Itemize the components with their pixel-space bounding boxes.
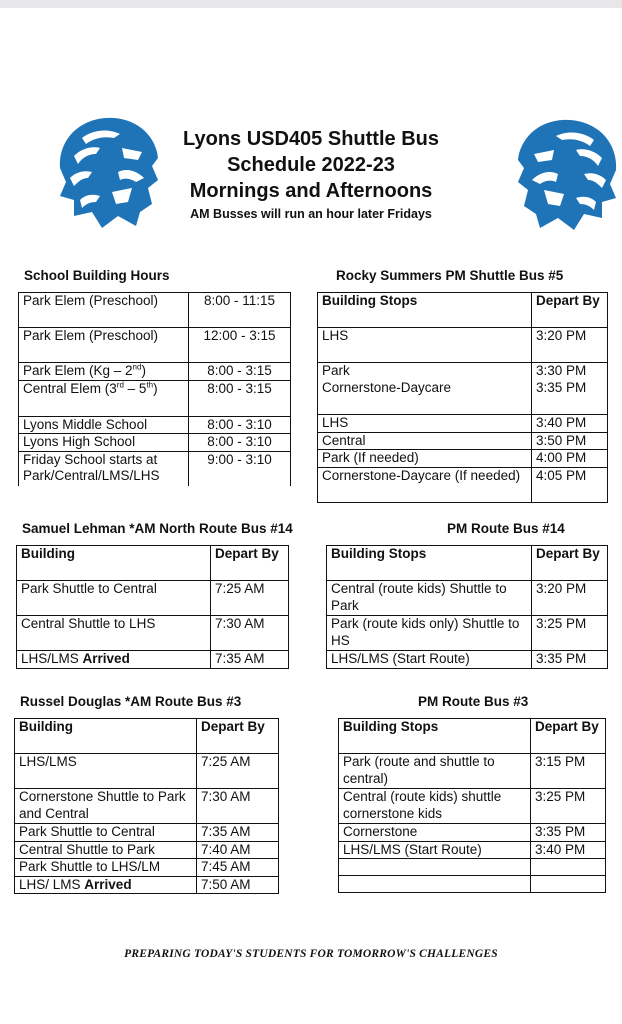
hours-name: Central Elem (3rd – 5th) bbox=[19, 380, 189, 416]
stop-cell: Cornerstone Shuttle to Park and Central bbox=[15, 789, 197, 824]
table-row bbox=[19, 380, 291, 416]
table-row bbox=[15, 859, 279, 877]
stop-cell: Cornerstone bbox=[339, 824, 531, 842]
lion-head-icon bbox=[512, 110, 622, 232]
time-cell: 7:35 AM bbox=[197, 824, 279, 842]
table-row bbox=[318, 380, 608, 415]
table-row bbox=[15, 876, 279, 894]
table-row bbox=[327, 651, 608, 669]
table-row bbox=[19, 293, 291, 328]
stop-cell: LHS/ LMS Arrived bbox=[15, 876, 197, 894]
rocky-table bbox=[317, 292, 608, 503]
stop-cell: Park Shuttle to Central bbox=[17, 581, 211, 616]
time-cell: 7:25 AM bbox=[211, 581, 289, 616]
hours-time: 8:00 - 3:15 bbox=[189, 380, 291, 416]
table-row bbox=[19, 363, 291, 381]
table-row bbox=[15, 719, 279, 754]
table-row bbox=[318, 467, 608, 502]
time-cell: 7:35 AM bbox=[211, 651, 289, 669]
stop-cell: Cornerstone-Daycare bbox=[318, 380, 532, 415]
time-cell: 3:40 PM bbox=[532, 415, 608, 433]
hours-time: 8:00 - 3:10 bbox=[189, 416, 291, 434]
time-cell: 3:35 PM bbox=[531, 824, 606, 842]
stop-cell: Central Shuttle to Park bbox=[15, 841, 197, 859]
column-header: Building Stops bbox=[318, 293, 532, 328]
table-row bbox=[19, 434, 291, 452]
column-header: Depart By bbox=[532, 293, 608, 328]
column-header: Depart By bbox=[531, 719, 606, 754]
time-cell: 7:45 AM bbox=[197, 859, 279, 877]
samuel-title: Samuel Lehman *AM North Route Bus #14 bbox=[22, 521, 293, 536]
table-row bbox=[15, 754, 279, 789]
time-cell: 7:50 AM bbox=[197, 876, 279, 894]
time-cell: 3:50 PM bbox=[532, 432, 608, 450]
stop-cell: LHS bbox=[318, 328, 532, 363]
time-cell: 3:15 PM bbox=[531, 754, 606, 789]
table-row bbox=[327, 546, 608, 581]
pm3-table bbox=[338, 718, 606, 893]
column-header: Depart By bbox=[197, 719, 279, 754]
table-row bbox=[17, 546, 289, 581]
hours-title: School Building Hours bbox=[24, 268, 170, 283]
lion-head-icon bbox=[52, 108, 164, 230]
time-cell: 4:05 PM bbox=[532, 467, 608, 502]
header-note: AM Busses will run an hour later Fridays bbox=[190, 207, 432, 221]
hours-name: Lyons High School bbox=[19, 434, 189, 452]
table-row bbox=[339, 824, 606, 842]
column-header: Depart By bbox=[532, 546, 608, 581]
empty-cell bbox=[531, 859, 606, 876]
hours-name: Lyons Middle School bbox=[19, 416, 189, 434]
stop-cell: Central (route kids) Shuttle to Park bbox=[327, 581, 532, 616]
rocky-title: Rocky Summers PM Shuttle Bus #5 bbox=[336, 268, 564, 283]
stop-cell: Park (route kids only) Shuttle to HS bbox=[327, 616, 532, 651]
table-row bbox=[339, 789, 606, 824]
time-cell: 4:00 PM bbox=[532, 450, 608, 468]
hours-time: 8:00 - 3:10 bbox=[189, 434, 291, 452]
hours-time: 8:00 - 11:15 bbox=[189, 293, 291, 328]
table-row bbox=[318, 450, 608, 468]
column-header: Depart By bbox=[211, 546, 289, 581]
stop-cell: LHS bbox=[318, 415, 532, 433]
empty-cell bbox=[531, 876, 606, 893]
time-cell: 3:35 PM bbox=[532, 380, 608, 415]
column-header: Building Stops bbox=[339, 719, 531, 754]
stop-cell: LHS/LMS bbox=[15, 754, 197, 789]
table-row bbox=[19, 451, 291, 486]
table-row bbox=[318, 293, 608, 328]
table-row bbox=[15, 824, 279, 842]
hours-name: Friday School starts at Park/Central/LMS/LHS bbox=[19, 451, 189, 486]
table-row bbox=[318, 328, 608, 363]
table-row bbox=[339, 859, 606, 876]
russel-table bbox=[14, 718, 279, 894]
header-line3: Mornings and Afternoons bbox=[189, 180, 433, 202]
table-row bbox=[17, 581, 289, 616]
stop-cell: Central (route kids) shuttle cornerstone kids bbox=[339, 789, 531, 824]
pm14-table bbox=[326, 545, 608, 669]
time-cell: 3:40 PM bbox=[531, 841, 606, 859]
header-line1: Lyons USD405 Shuttle Bus bbox=[183, 128, 439, 150]
hours-name: Park Elem (Kg – 2nd) bbox=[19, 363, 189, 381]
time-cell: 7:30 AM bbox=[197, 789, 279, 824]
hours-time: 9:00 - 3:10 bbox=[189, 451, 291, 486]
stop-cell: LHS/LMS (Start Route) bbox=[339, 841, 531, 859]
table-row bbox=[15, 841, 279, 859]
time-cell: 3:35 PM bbox=[532, 651, 608, 669]
table-row bbox=[17, 616, 289, 651]
time-cell: 7:30 AM bbox=[211, 616, 289, 651]
stop-cell: Cornerstone-Daycare (If needed) bbox=[318, 467, 532, 502]
footer-slogan: PREPARING TODAY'S STUDENTS FOR TOMORROW'S CHALLENGES bbox=[124, 948, 498, 960]
top-bar bbox=[0, 0, 622, 8]
stop-cell: LHS/LMS Arrived bbox=[17, 651, 211, 669]
column-header: Building bbox=[15, 719, 197, 754]
stop-cell: Central bbox=[318, 432, 532, 450]
empty-cell bbox=[339, 859, 531, 876]
empty-cell bbox=[339, 876, 531, 893]
table-row bbox=[327, 616, 608, 651]
table-row bbox=[327, 581, 608, 616]
stop-cell: Central Shuttle to LHS bbox=[17, 616, 211, 651]
stop-cell: Park (If needed) bbox=[318, 450, 532, 468]
table-row bbox=[339, 719, 606, 754]
hours-time: 12:00 - 3:15 bbox=[189, 328, 291, 363]
russel-title: Russel Douglas *AM Route Bus #3 bbox=[20, 694, 242, 709]
page-header bbox=[160, 126, 462, 221]
header-line2: Schedule 2022-23 bbox=[227, 154, 395, 176]
time-cell: 7:40 AM bbox=[197, 841, 279, 859]
samuel-table bbox=[16, 545, 289, 669]
table-row bbox=[318, 432, 608, 450]
stop-cell: Park Shuttle to LHS/LM bbox=[15, 859, 197, 877]
hours-time: 8:00 - 3:15 bbox=[189, 363, 291, 381]
time-cell: 3:25 PM bbox=[531, 789, 606, 824]
stop-cell: LHS/LMS (Start Route) bbox=[327, 651, 532, 669]
time-cell: 3:20 PM bbox=[532, 581, 608, 616]
table-row bbox=[17, 651, 289, 669]
stop-cell: Park bbox=[318, 363, 532, 380]
stop-cell: Park Shuttle to Central bbox=[15, 824, 197, 842]
hours-table bbox=[18, 292, 291, 486]
table-row bbox=[19, 328, 291, 363]
table-row bbox=[318, 415, 608, 433]
table-row bbox=[339, 841, 606, 859]
hours-name: Park Elem (Preschool) bbox=[19, 293, 189, 328]
time-cell: 3:20 PM bbox=[532, 328, 608, 363]
hours-name: Park Elem (Preschool) bbox=[19, 328, 189, 363]
table-row bbox=[339, 876, 606, 893]
pm3-title: PM Route Bus #3 bbox=[418, 694, 529, 709]
time-cell: 7:25 AM bbox=[197, 754, 279, 789]
column-header: Building Stops bbox=[327, 546, 532, 581]
time-cell: 3:30 PM bbox=[532, 363, 608, 380]
table-row bbox=[15, 789, 279, 824]
column-header: Building bbox=[17, 546, 211, 581]
table-row bbox=[318, 363, 608, 380]
table-row bbox=[339, 754, 606, 789]
table-row bbox=[19, 416, 291, 434]
time-cell: 3:25 PM bbox=[532, 616, 608, 651]
stop-cell: Park (route and shuttle to central) bbox=[339, 754, 531, 789]
pm14-title: PM Route Bus #14 bbox=[447, 521, 565, 536]
